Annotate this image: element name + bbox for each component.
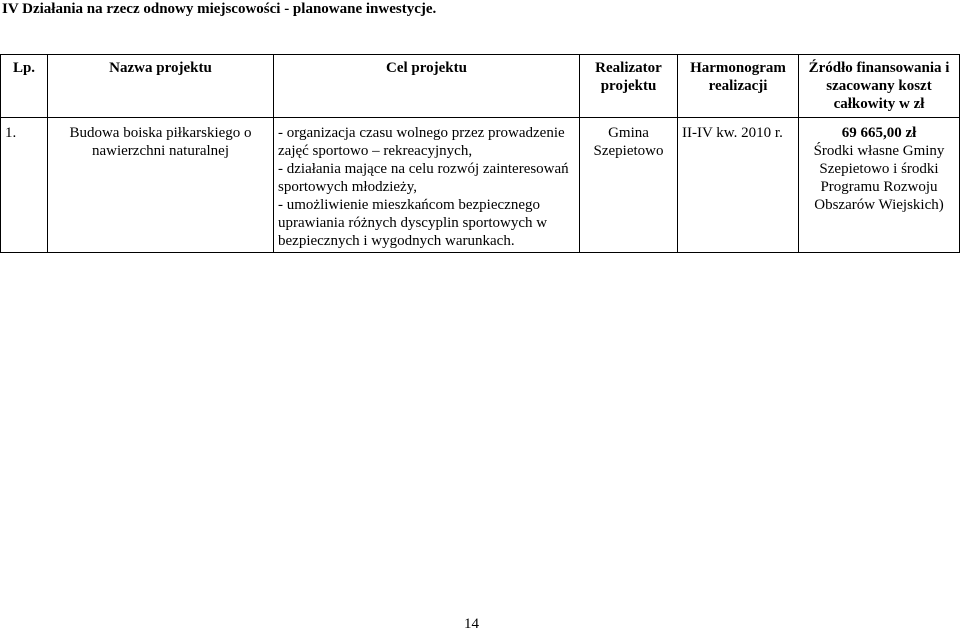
section-title: IV Działania na rzecz odnowy miejscowości - planowane inwestycje. [2,1,437,17]
funding-cost: 69 665,00 zł [841,125,917,141]
table-row [1,118,960,253]
row-lp: 1. [1,118,48,253]
funding-source: Środki własne Gminy Szepietowo i środki Programu Rozwoju Obszarów Wiejskich) [813,143,945,213]
header-project-name: Nazwa projektu [48,55,274,118]
table-header-row [1,55,960,118]
goal-line: - działania mające na celu rozwój zainteresowań sportowych młodzieży, [278,161,569,195]
row-funding [799,118,960,253]
header-lp: Lp. [1,55,48,118]
page-number: 14 [464,616,479,632]
goal-line: - umożliwienie mieszkańcom bezpiecznego uprawiania różnych dyscyplin sportowych w bezpiecznych i wygodnych warunkach. [278,197,548,249]
row-project-name: Budowa boiska piłkarskiego o nawierzchni naturalnej [48,118,274,253]
row-project-goal [274,118,580,253]
header-schedule: Harmonogram realizacji [678,55,799,118]
investment-table [0,54,960,253]
header-project-goal: Cel projektu [274,55,580,118]
goal-line: - organizacja czasu wolnego przez prowadzenie zajęć sportowo – rekreacyjnych, [278,125,565,159]
header-realizer: Realizator projektu [580,55,678,118]
row-schedule: II-IV kw. 2010 r. [678,118,799,253]
header-funding: Źródło finansowania i szacowany koszt całkowity w zł [799,55,960,118]
row-realizer: Gmina Szepietowo [580,118,678,253]
